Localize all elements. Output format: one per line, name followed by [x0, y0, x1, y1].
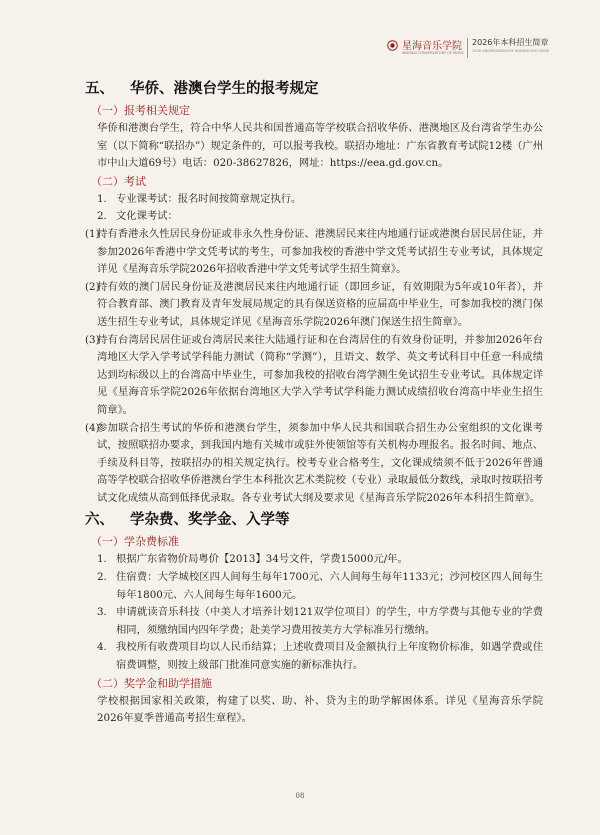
- list-item: [85, 604, 543, 639]
- section-6-title: 学杂费、奖学金、入学等: [130, 511, 290, 529]
- list-item-number: (3): [85, 333, 100, 346]
- list-item-number: 3.: [97, 606, 107, 619]
- list-item: [85, 332, 543, 420]
- section-6-2-heading: （二）奖学金和助学措施: [91, 676, 212, 690]
- section-6-1-heading: （一）学杂费标准: [91, 535, 179, 549]
- section-6-heading: [85, 509, 543, 533]
- list-item: [85, 569, 543, 604]
- list-item-text: 持有香港永久性居民身份证或非永久性身份证、港澳居民来往内地通行证或港澳台居民居住证，并参加2026年香港中学文凭考试的考生，可参加我校的香港中学文凭考试招生专业考试，具体规定详见《星海音乐学院2026年招收香港中学文凭考试学生招生简章》。: [97, 227, 543, 276]
- list-item: [85, 208, 543, 226]
- section-5-2-heading: （二）考试: [91, 174, 146, 188]
- list-item-text: 持有效的澳门居民身份证及港澳居民来往内地通行证（即回乡证，有效期限为5年或10年者），并符合教育部、澳门教育及青年发展局规定的具有保送资格的应届高中毕业生，可参加我校的澳门保送生招生专业考试，具体规定详见《星海音乐学院2026年澳门保送生招生简章》。: [97, 280, 543, 328]
- list-item-number: 1.: [97, 553, 107, 566]
- list-item: [85, 191, 543, 209]
- school-seal-icon: [387, 40, 398, 51]
- list-item: [85, 420, 543, 508]
- list-item-number: (2): [85, 280, 100, 293]
- list-item-text: 参加联合招生考试的华侨和港澳台学生，须参加中华人民共和国联合招生办公室组织的文化课考试，按照联招办要求，到我国内地有关城市或驻外使领馆等有关机构办理报名。报名时间、地点、手续及科目等，按联招办的相关规定执行。校考专业合格考生，文化课成绩须不低于2026年普通高等学校联合招收华侨港澳台学生本科批次艺术类院校（专业）录取最低分数线，录取时按联招考试文化成绩从高到低择优录取。各专业考试大纲及要求见《星海音乐学院2026年本科招生简章》。: [97, 421, 543, 504]
- page-number: 08: [295, 792, 305, 800]
- section-5-number: 五、: [85, 80, 114, 97]
- list-item-text: 持有台湾居民居住证或台湾居民来往大陆通行证和在台湾居住的有效身份证明，并参加2026年台湾地区大学入学考试学科能力测试（简称“学测”），且语文、数学、英文考试科目中任意一科成绩达到均标级以上的台湾高中毕业生，可参加我校的招收台湾学测生免试招生专业考试。具体规定详见《星海音乐学院2026年依据台湾地区大学入学考试学科能力测试成绩招收台湾高中毕业生招生简章》。: [97, 333, 543, 416]
- school-name-en: XINGHAI CONSERVATORY OF MUSIC: [402, 51, 465, 55]
- section-5-title: 华侨、港澳台学生的报考规定: [130, 80, 319, 97]
- section-5-1-paragraph: 华侨和港澳台学生，符合中华人民共和国普通高等学校联合招收华侨、港澳地区及台湾省学生办公室（以下简称“联招办”）规定条件的，可以报考我校。联招办地址：广东省教育考试院12楼（广州市中山大道69号）电话：020-38627826，网址：https://eea.gd.gov.cn。: [97, 122, 543, 170]
- list-item-text: 专业课考试：报名时间按简章规定执行。: [116, 192, 302, 205]
- school-name: 星海音乐学院: [402, 41, 462, 52]
- section-5-heading: [85, 78, 543, 102]
- list-item: [85, 551, 543, 569]
- list-item-number: (4): [85, 421, 100, 434]
- list-item-text: 我校所有收费项目均以人民币结算；上述收费项目及金额执行上年度物价标准，如遇学费或住宿费调整，则按上级部门批准同意实施的新标准执行。: [116, 641, 543, 672]
- page-header: [0, 36, 600, 66]
- page-content: [85, 78, 543, 728]
- list-item-number: (1): [85, 227, 100, 240]
- section-5-1-heading: （一）报考相关规定: [91, 104, 190, 117]
- list-item-number: 2.: [97, 571, 107, 584]
- list-item-text: 根据广东省物价局粤价【2013】34号文件，学费15000元/年。: [116, 553, 408, 566]
- list-item: [85, 226, 543, 279]
- header-divider: [467, 38, 468, 58]
- list-item-text: 文化课考试：: [116, 210, 178, 223]
- list-item-number: 4.: [97, 641, 107, 654]
- section-6-number: 六、: [85, 511, 114, 529]
- list-item-text: 申请就读音乐科技（中美人才培养计划121双学位项目）的学生，中方学费与其他专业的学费相同，须缴纳国内四年学费；赴美学习费用按美方大学标准另行缴纳。: [116, 606, 543, 636]
- list-item-text: 住宿费：大学城校区四人间每生每年1700元、六人间每生每年1133元；沙河校区四人间每生每年1800元、六人间每生每年1600元。: [116, 571, 543, 601]
- list-item: [85, 279, 543, 332]
- header-subtitle: 2026 UNDERGRADUATE ADMISSIONS GUIDE: [472, 49, 550, 53]
- list-item-number: 2.: [97, 210, 107, 223]
- list-item: [85, 639, 543, 674]
- header-title: 2026年本科招生简章: [472, 38, 549, 47]
- section-6-2-paragraph: 学校根据国家相关政策，构建了以奖、助、补、贷为主的助学解困体系。详见《星海音乐学院2026年夏季普通高考招生章程》。: [97, 694, 543, 725]
- list-item-number: 1.: [97, 192, 107, 205]
